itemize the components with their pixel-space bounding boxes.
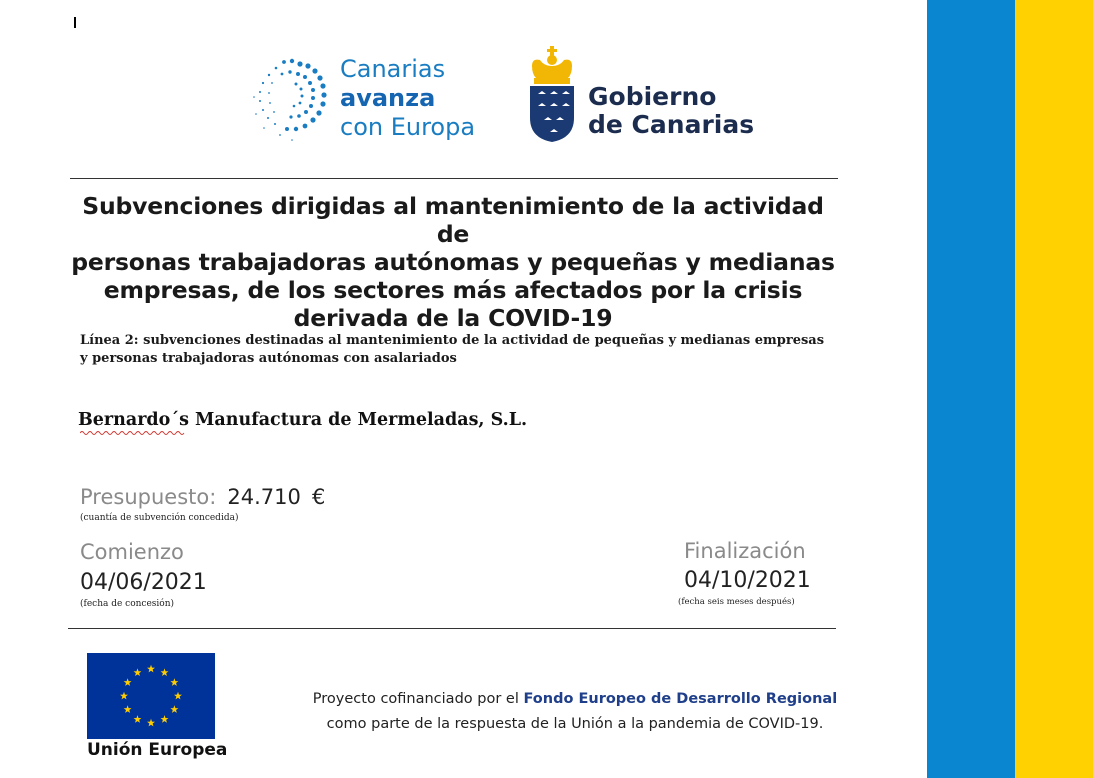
text-cursor xyxy=(74,17,76,28)
end-note: (fecha seis meses después) xyxy=(678,597,795,607)
linea-description xyxy=(80,332,840,368)
title-line4: derivada de la COVID-19 xyxy=(293,304,613,332)
bottom-divider xyxy=(68,628,836,629)
canarias-logo-line3: con Europa xyxy=(340,113,476,141)
feder-fund-name: Fondo Europeo de Desarrollo Regional xyxy=(523,691,838,707)
canarias-avanza-logo-icon xyxy=(252,56,328,142)
blue-stripe xyxy=(927,0,1015,778)
linea-line2: y personas trabajadoras autónomas con asalariados xyxy=(80,351,457,366)
yellow-stripe xyxy=(1015,0,1093,778)
linea-line1: Línea 2: subvenciones destinadas al mantenimiento de la actividad de pequeñas y medianas empresas xyxy=(80,333,825,348)
gobierno-canarias-logo-text xyxy=(588,83,754,139)
end-date: 04/10/2021 xyxy=(684,568,811,593)
funding-statement xyxy=(280,687,870,737)
funding-prefix: Proyecto cofinanciado por el xyxy=(312,691,519,707)
budget-value: 24.710 xyxy=(227,485,301,509)
end-label: Finalización xyxy=(684,539,806,563)
start-note: (fecha de concesión) xyxy=(80,599,175,609)
page-title xyxy=(70,192,836,332)
funding-line1 xyxy=(280,687,870,712)
title-line2: personas trabajadoras autónomas y pequeñas y medianas xyxy=(71,248,835,276)
gobierno-logo-line2: de Canarias xyxy=(588,110,755,139)
budget-row xyxy=(80,485,325,509)
gobierno-logo-line1: Gobierno xyxy=(588,82,717,111)
start-label: Comienzo xyxy=(80,540,184,564)
top-divider xyxy=(70,178,838,179)
gobierno-canarias-crest-icon xyxy=(524,44,580,144)
start-date: 04/06/2021 xyxy=(80,570,207,595)
title-line1: Subvenciones dirigidas al mantenimiento de la actividad de xyxy=(82,192,824,248)
eu-label: Unión Europea xyxy=(87,740,228,760)
canarias-logo-line2: avanza xyxy=(340,84,436,112)
canarias-logo-line1: Canarias xyxy=(340,55,446,83)
budget-note: (cuantía de subvención concedida) xyxy=(80,513,239,523)
canarias-avanza-logo-text xyxy=(340,55,475,142)
eu-flag-icon xyxy=(87,653,215,739)
funding-line2: como parte de la respuesta de la Unión a la pandemia de COVID-19. xyxy=(326,716,824,732)
spellcheck-underline xyxy=(80,430,185,435)
budget-label: Presupuesto: xyxy=(80,485,217,509)
company-name: Bernardo´s Manufactura de Mermeladas, S.L. xyxy=(78,410,528,430)
budget-currency: € xyxy=(311,485,326,509)
title-line3: empresas, de los sectores más afectados por la crisis xyxy=(103,276,803,304)
